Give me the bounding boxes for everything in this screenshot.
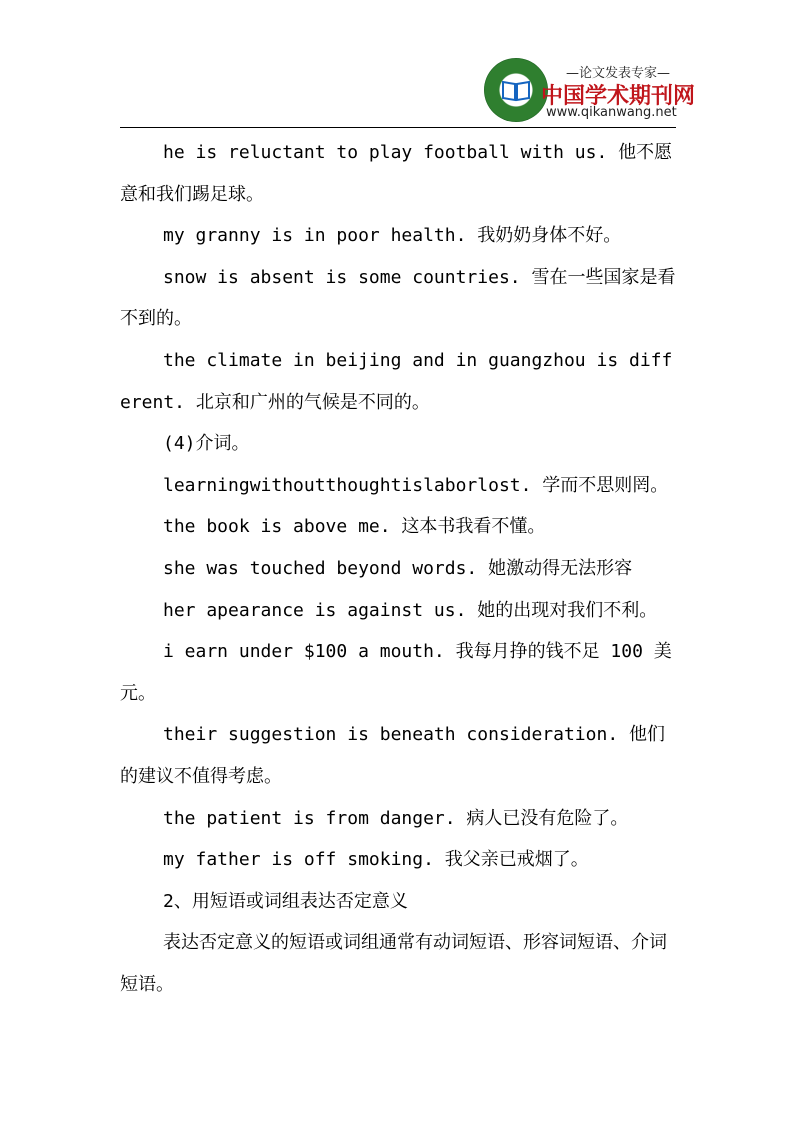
paragraph: (4)介词。 [163, 433, 250, 455]
section-heading: 2、用短语或词组表达否定意义 [163, 890, 408, 912]
paragraph: the book is above me. 这本书我看不懂。 [163, 516, 546, 538]
paragraph: my father is off smoking. 我父亲已戒烟了。 [163, 849, 589, 871]
paragraph: she was touched beyond words. 她激动得无法形容 [163, 557, 633, 579]
page-header [0, 56, 794, 128]
paragraph: her apearance is against us. 她的出现对我们不利。 [163, 599, 658, 621]
paragraph: the patient is from danger. 病人已没有危险了。 [163, 807, 629, 829]
logo-tagline: —论文发表专家— [565, 66, 670, 81]
paragraph: i earn under $100 a mouth. 我每月挣的钱不足 100 美元。 [120, 641, 672, 704]
logo-site-name: 中国学术期刊网 [541, 84, 696, 109]
paragraph: learningwithoutthoughtislaborlost. 学而不思则罔。 [163, 474, 669, 496]
logo-url: www.qikanwang.net [546, 105, 677, 120]
paragraph: their suggestion is beneath consideration. 他们的建议不值得考虑。 [120, 724, 665, 787]
header-divider [120, 127, 676, 128]
paragraph: the climate in beijing and in guangzhou is different. 北京和广州的气候是不同的。 [120, 349, 673, 413]
document-body [120, 132, 676, 1005]
paragraph: 表达否定意义的短语或词组通常有动词短语、形容词短语、介词短语。 [120, 932, 667, 995]
paragraph: my granny is in poor health. 我奶奶身体不好。 [163, 225, 622, 247]
paragraph: he is reluctant to play football with us. 他不愿意和我们踢足球。 [120, 142, 673, 205]
paragraph: snow is absent is some countries. 雪在一些国家是看不到的。 [120, 266, 676, 330]
open-book-icon [501, 78, 531, 102]
